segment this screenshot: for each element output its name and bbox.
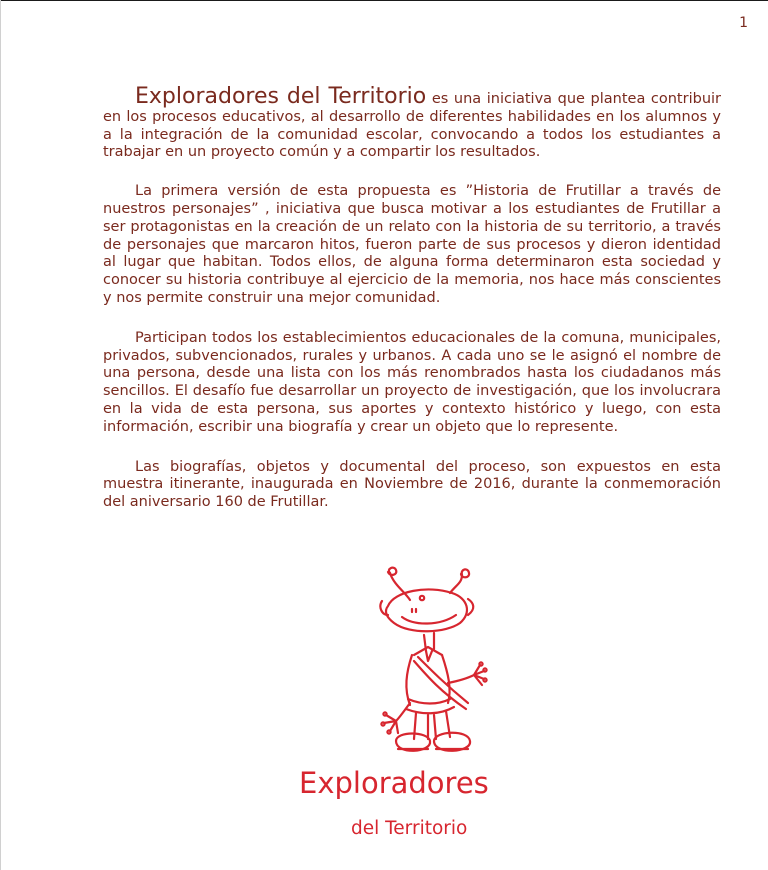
paragraph-exhibition: Las biografías, objetos y documental del proceso, son expuestos en esta muestra itinerante, inaugurada en Noviembre de 2016, durante la conmemoración del aniversario 160 de Frutillar. — [103, 458, 721, 511]
left-border — [0, 0, 1, 870]
intro-paragraph — [103, 86, 721, 162]
paragraph-participants: Participan todos los establecimientos educacionales de la comuna, municipales, privados, subvencionados, rurales y urbanos. A cada uno se le asignó el nombre de una persona, desde una lista con los más renombrados hasta los ciudadanos más sencillos. El desafío fue desarrollar un proyecto de investigación, que los involucrara en la vida de esta persona, sus aportes y contexto histórico y luego, con esta información, escribir una biografía y crear un objeto que lo represente. — [103, 329, 721, 435]
paragraph-first-version: La primera versión de esta propuesta es ”Historia de Frutillar a través de nuestros personajes” , iniciativa que busca motivar a los estudiantes de Frutillar a ser protagonistas en la creación de un relato con la historia de su territorio, a través de personajes que marcaron hitos, fueron parte de sus procesos y dieron identidad al lugar que habitan. Todos ellos, de alguna forma determinaron esta sociedad y conocer su historia contribuye al ejercicio de la memoria, nos hace más conscientes y nos permite construir una mejor comunidad. — [103, 183, 721, 306]
intro-brand-name: Exploradores del Territorio — [135, 84, 427, 109]
logo-subtitle: del Territorio — [351, 818, 468, 839]
intro-text: es una iniciativa que plantea contribuir en los procesos educativos, al desarrollo de diferentes habilidades en los alumnos y a la integración de la comunidad escolar, convocando a todos los estudiantes a trabajar en un proyecto común y a compartir los resultados. — [103, 91, 721, 161]
document-body — [103, 86, 721, 534]
top-border — [0, 0, 768, 1]
page-number: 1 — [739, 15, 748, 31]
explorer-character-icon — [370, 563, 500, 773]
logo-title: Exploradores — [299, 766, 489, 800]
